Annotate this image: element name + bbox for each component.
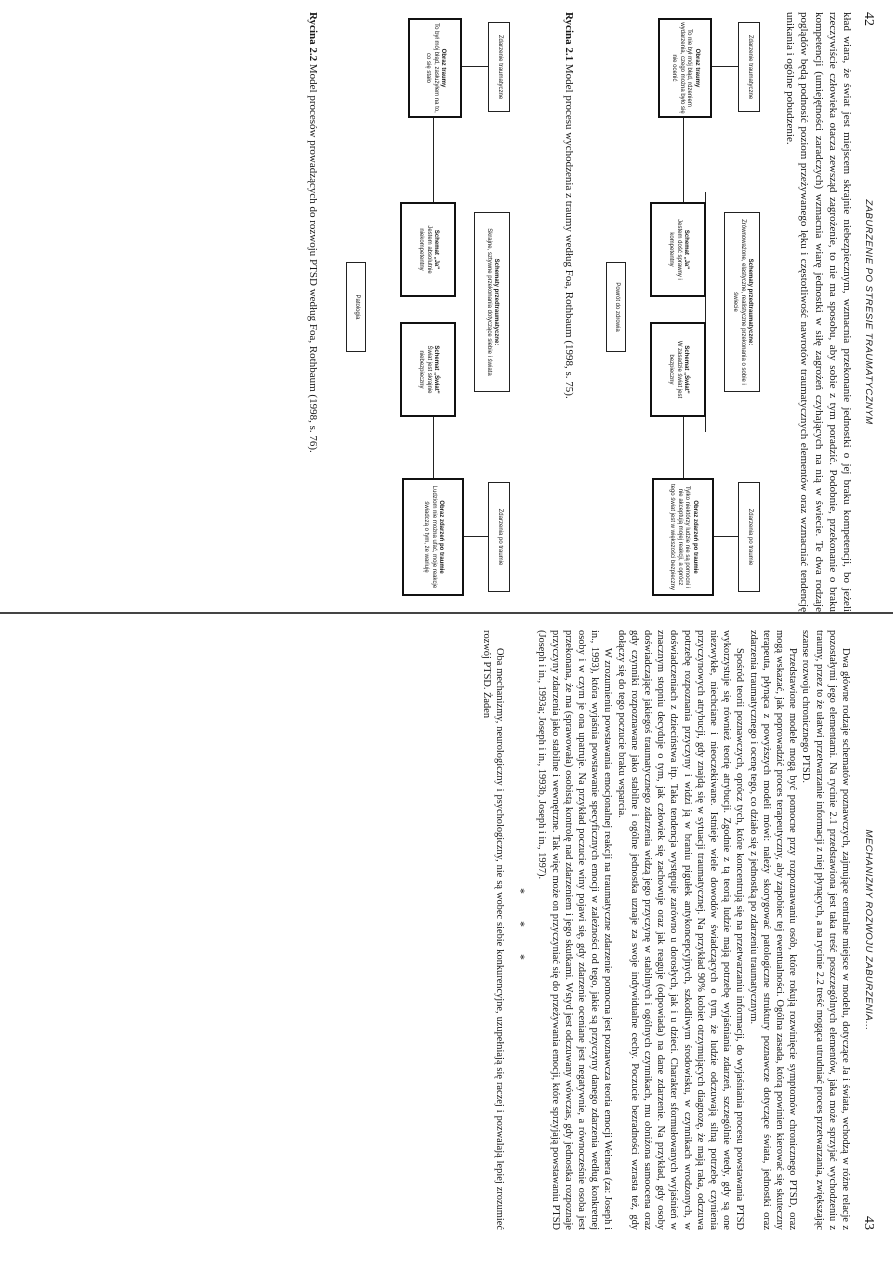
page-number: 43: [861, 1216, 876, 1230]
section-stars: * * *: [514, 888, 529, 972]
fig1-post-events: Zdarzenia po traumie: [738, 482, 760, 592]
fig2-world-schema: Schemat „Świat" Świat jest skrajnie niebezpieczny: [400, 322, 456, 417]
page-42: [16, 12, 876, 612]
fig2-post-image: Obraz zdarzeń po traumie Ludziom nie można ufać, moje reakcje świadczą o tym, że wariuję: [402, 478, 464, 596]
fig1-caption: Rycina 2.1 Model procesu wychodzenia z traumy według Foa, Rothbaum (1998, s. 75).: [563, 12, 575, 399]
fig2-pathology: Patologia: [346, 262, 366, 352]
running-head: ZABURZENIE PO STRESIE TRAUMATYCZNYM: [863, 199, 874, 425]
figure-2-2: [256, 12, 516, 612]
fig1-pre-schema: Schematy przedtraumatyczne: Zrównoważone, elastyczne, realistyczne przekonania o sobie i świecie: [724, 212, 760, 392]
fig2-self-schema: Schemat „Ja" Jestem absolutnie niekompetentny: [400, 202, 456, 297]
body-text: Dwa główne rodzaje schematów poznawczych, zajmujące centralne miejsce w modelu, dotyczące Ja i świata, wchodzą w różne relacje z pozostałymi jego elementami. Na rycinie 2.1 przedstawiona jest taka treść poszczególnych elementów, jaka może sprzyjać wychodzeniu z traumy, przez to że ułatwi przetwarzanie informacji z niej płynących, a na rycinie 2.2 treść mogąca utrudniać proces przetwarzania, zwiększając szanse rozwoju chronicznego PTSD. Przedstawione modele mogą być pomocne przy rozpoznawaniu osób, które rokują rozwinięcie symptomów chronicznego PTSD, oraz mogą wskazać, jak poprowadzić proces terapeutyczny, aby zapobiec tej ewentualności. Ogólna zasada, którą powinien kierować się skuteczny terapeuta, płynąca z powyższych modeli mówi: należy skorygować patologiczne struktury poznawcze dotyczące świata, jednostki oraz zdarzenia traumatycznego i ocenę tego, co działo się z jednostką po zdarzeniu traumatycznym. Spośród teorii poznawczych, oprócz tych, które koncentrują się na przetwarzaniu informacji, do wyjaśniania procesu powstawania PTSD wykorzystuje się również teorię atrybucji. Zgodnie z tą teorią ludzie mają potrzebę wyjaśniania zdarzeń, szczególnie wtedy, gdy są one niezwykłe, niechciane i nieoczekiwane. Istnieje wiele dowodów świadczących o tym, że ludzie odczuwają silną potrzebę czynienia przyczynowych atrybucji, gdy znajdą się w sytuacji traumatycznej. Na przykład 90% kobiet otrzymujących diagnozę, że mają raka, odczuwa potrzebę rozpoznania przyczyny i widzi ją w braniu pigułek antykoncepcyjnych, szkodliwym środowisku, w czynnikach wrodzonych, w doświadczeniach z dzieciństwa itp. Taka tendencja występuje zarówno u dorosłych, jak i u dzieci. Charakter sformułowanych wyjaśnień w znacznym stopniu decyduje o tym, jak człowiek się zachowuje oraz jak reaguje (odpowiada) na dane zdarzenie. Na przykład, gdy osoby doświadczające jakiegoś traumatycznego zdarzenia widzą jego przyczynę w stabilnych i ogólnych czynnikach, mu obniżona samoocena oraz gdy czynniki rozpoznawane jako stabilne i ogólne jednostka uznaje za swoje indywidualne cechy. Poczucie bezradności wzrasta też, gdy dołączy się do tego poczucie braku wsparcia. W zrozumieniu powstawania emocjonalnej reakcji na traumatyczne zdarzenie pomocna jest poznawcza teoria emocji Weinera (za: Joseph i in., 1993), która wyjaśnia powstawanie specyficznych emocji w zależności od tego, jakie są przyczyny danego zdarzenia według konkretnej osoby i w czym je ona upatruje. Na przykład poczucie winy pojawi się, gdy zdarzenie oceniane jest negatywnie, a równocześnie osoba jest przekonana, że ma (sprawowała) osobistą kontrolę nad zdarzeniem i jego skutkami. Wstyd jest odczuwany wówczas, gdy jednostka rozpoznaje przyczyny zdarzenia jako stabilne i wewnętrzne. Tak więc może on przyczyniać się do przeżywania emocji, które sprzyjają powstawaniu PTSD (Joseph i in., 1993a; Joseph i in., 1993b, Joseph i in., 1997). * * * Oba mechanizmy, neurologiczny i psychologiczny, nie są wobec siebie konkurencyjne, uzupełniają się raczej i pozwalają lepiej zrozumieć rozwój PTSD. Żaden: [480, 630, 851, 1230]
fig2-trauma-image: Obraz traumy To był mój błąd, zasłużyłem na to, co się stało: [408, 18, 462, 118]
running-head: MECHANIZMY ROZWOJU ZABURZENIA...: [863, 829, 874, 1031]
fig1-post-image: Obraz zdarzeń po traumie Tylko niektórzy ludzie nie są pomocni i nie akceptują mojej reakcji, a oprócz tego świat jest w większości bezpieczny: [652, 478, 714, 596]
fig2-trauma-event: Zdarzenie traumatyczne: [488, 22, 510, 112]
page-number: 42: [861, 12, 876, 26]
intro-paragraph: kład wiara, że świat jest miejscem skrajnie niebezpiecznym, wzmacnia przekonanie jednostki o jej braku kompetencji, bo jeżeli rzeczywiście człowieka otacza zewsząd zagrożenie, to nie ma sposobu, aby sobie z tym poradzić. Podobnie, przekonanie o braku kompetencji (umiejętności zaradczych) wzmacnia wiarę jednostki w siłę zagrożeń czyhających na nią w świecie. Te dwa rodzaje poglądów będą podnosić poziom przeżywanego lęku i częstotliwość nawrotów traumatycznych elementów oraz wzmacniać tendencję unikania i ogólne pobudzenie.: [784, 12, 853, 612]
fig2-pre-schema: Schematy przedtraumatyczne: Skrajne, sztywne przekonania dotyczące siebie i świata: [474, 212, 510, 392]
fig1-recovery: Powrót do zdrowia: [606, 262, 626, 352]
fig1-trauma-image: Obraz traumy To nie był mój błąd, rdzeniem wydarzenia, czego można było się nie ocenić: [658, 18, 712, 118]
gutter-rule: [0, 612, 893, 614]
fig2-post-events: Zdarzenia po traumie: [488, 482, 510, 592]
fig1-self-schema: Schemat „Ja" Jestem dość sprawny i kompetentny: [650, 202, 706, 297]
fig1-world-schema: Schemat „Świat" W zasadzie świat jest bezpieczny: [650, 322, 706, 417]
fig1-trauma-event: Zdarzenie traumatyczne: [738, 22, 760, 112]
figure-2-1: [526, 12, 766, 612]
page-43: [16, 630, 876, 1230]
fig2-caption: Rycina 2.2 Model procesów prowadzących do rozwoju PTSD według Foa, Rothbaum (1998, s. 76).: [307, 12, 319, 453]
